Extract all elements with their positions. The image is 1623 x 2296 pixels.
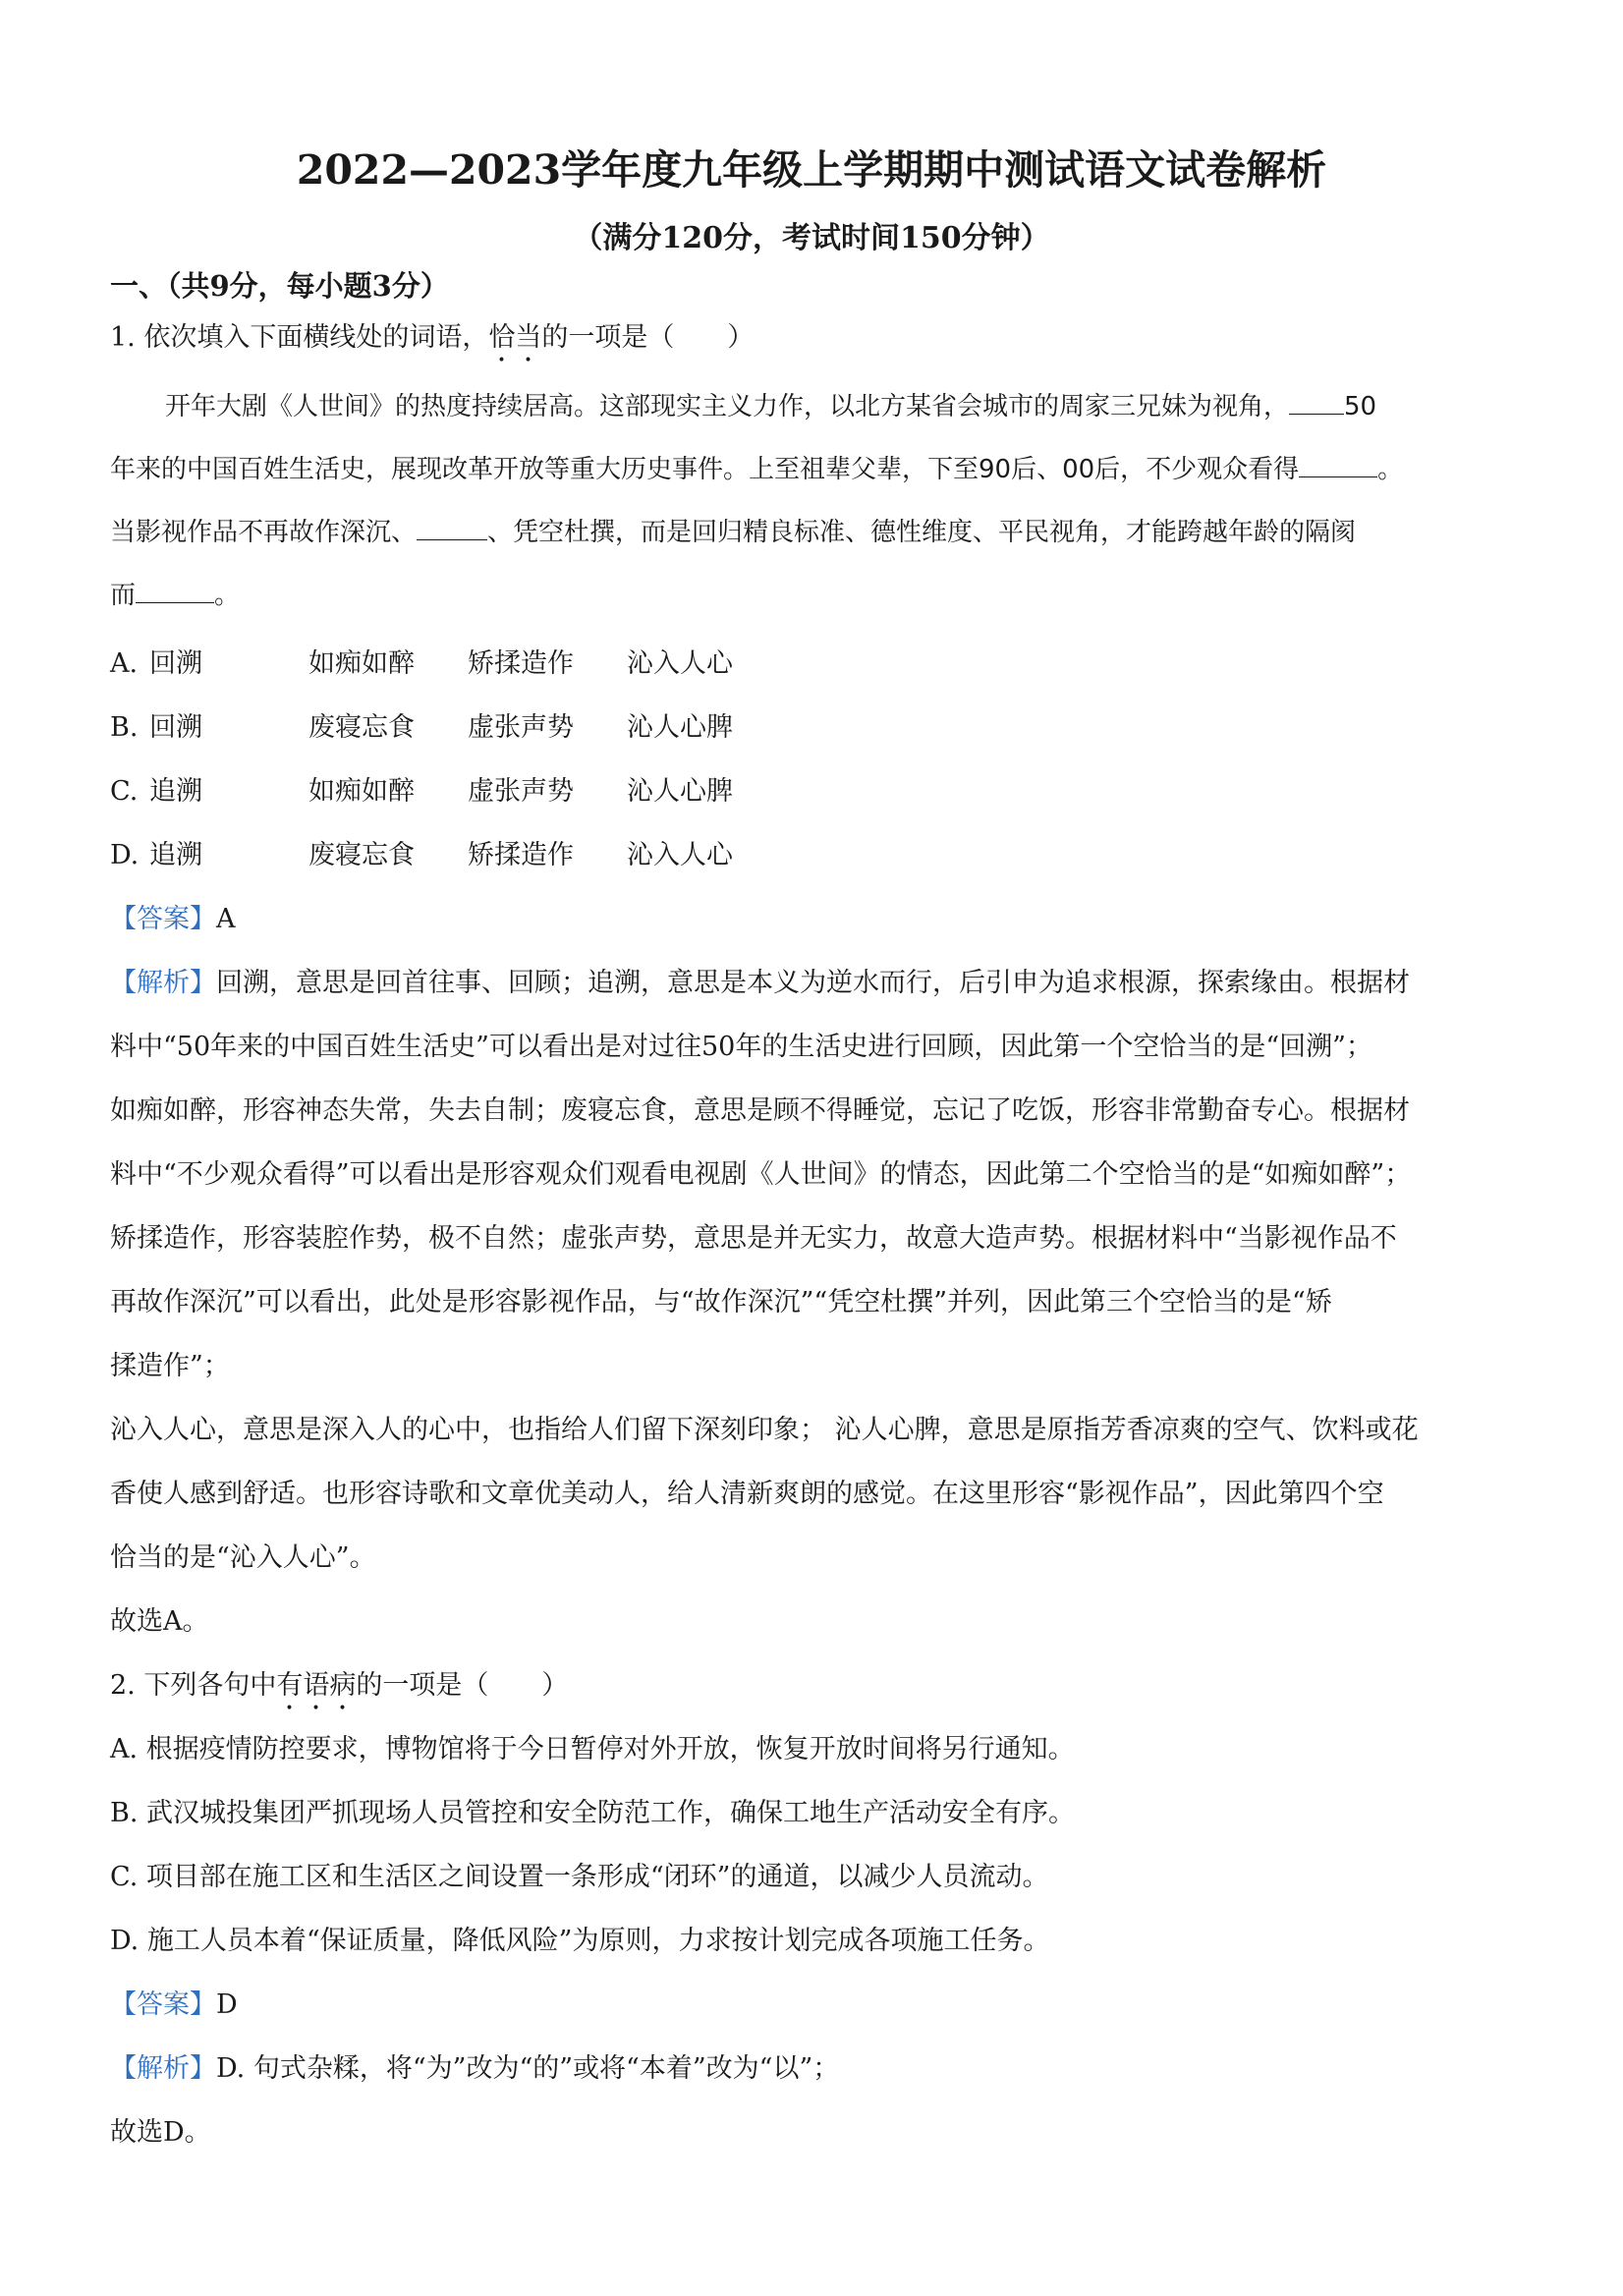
section-heading: 一、（共9分，每小题3分）	[110, 269, 449, 303]
fill-blank	[136, 573, 214, 603]
emphasis-dots: 恰当	[488, 322, 542, 353]
analysis-line: 料中“不少观众看得”可以看出是形容观众们观看电视剧《人世间》的情态，因此第二个空恰当的是“如痴如醉”；	[110, 1159, 1412, 1190]
answer-tag: 【答案】	[110, 904, 216, 934]
answer-line	[110, 900, 1525, 939]
analysis-line: 恰当的是“沁入人心”。	[110, 1542, 376, 1573]
analysis-line: 料中“50年来的中国百姓生活史”可以看出是对过往50年的生活史进行回顾，因此第一个空恰当的是“回溯”；	[110, 1032, 1372, 1062]
option-c: C. 项目部在施工区和生活区之间设置一条形成“闭环”的通道，以减少人员流动。	[110, 1862, 1049, 1892]
option-a: A. 根据疫情防控要求，博物馆将于今日暂停对外开放，恢复开放时间将另行通知。	[110, 1734, 1075, 1764]
option-c: C. 追溯 如痴如醉 虚张声势 沁人心脾	[110, 776, 733, 807]
option-d: D. 追溯 废寝忘食 矫揉造作 沁入人心	[110, 840, 733, 870]
passage-line: 开年大剧《人世间》的热度持续居高。这部现实主义力作，以北方某省会城市的周家三兄妹为视角， 50	[165, 384, 1525, 426]
analysis-line: 矫揉造作，形容装腔作势，极不自然；虚张声势，意思是并无实力，故意大造声势。根据材料中“当影视作品不	[110, 1223, 1397, 1254]
question-1-stem: 1. 依次填入下面横线处的词语，恰当的一项是（ ）	[110, 322, 755, 353]
option-d: D. 施工人员本着“保证质量，降低风险”为原则，力求按计划完成各项施工任务。	[110, 1926, 1050, 1956]
analysis-line: 揉造作”；	[110, 1351, 230, 1381]
conclusion-line: 故选D。	[110, 2117, 211, 2148]
option-b: B. 武汉城投集团严抓现场人员管控和安全防范工作，确保工地生产活动安全有序。	[110, 1798, 1076, 1828]
document-title: 2022—2023学年度九年级上学期期中测试语文试卷解析	[296, 146, 1327, 194]
fill-blank	[417, 510, 487, 540]
analysis-line: 再故作深沉”可以看出，此处是形容影视作品，与“故作深沉”“凭空杜撰”并列，因此第三个空恰当的是“矫	[110, 1287, 1332, 1317]
analysis-tag: 【解析】	[110, 2053, 216, 2084]
answer-value: D	[216, 1989, 238, 2020]
emphasis-dots: 有语病	[276, 1670, 357, 1701]
analysis-tag: 【解析】	[110, 968, 216, 998]
analysis-line: 【解析】D. 句式杂糅，将“为”改为“的”或将“本着”改为“以”；	[110, 2053, 840, 2084]
analysis-line: 如痴如醉，形容神态失常，失去自制；废寝忘食，意思是顾不得睡觉，忘记了吃饭，形容非常勤奋专心。根据材	[110, 1095, 1410, 1126]
answer-tag: 【答案】	[110, 1989, 216, 2020]
conclusion-line: 故选A。	[110, 1606, 209, 1637]
passage-line: 当影视作品不再故作深沉、 、凭空杜撰，而是回归精良标准、德性维度、平民视角，才能跨越年龄的隔阂	[110, 510, 1525, 552]
fill-blank	[1289, 384, 1344, 415]
question-2-stem: 2. 下列各句中有语病的一项是（ ）	[110, 1670, 569, 1701]
document-subtitle: （满分120分，考试时间150分钟）	[573, 221, 1050, 255]
passage-line: 而 。	[110, 573, 1525, 615]
option-b: B. 回溯 废寝忘食 虚张声势 沁人心脾	[110, 712, 733, 743]
answer-value: A	[216, 904, 236, 934]
analysis-line: 香使人感到舒适。也形容诗歌和文章优美动人，给人清新爽朗的感觉。在这里形容“影视作品”，因此第四个空	[110, 1479, 1384, 1509]
answer-line	[110, 1986, 1525, 2025]
passage-line: 年来的中国百姓生活史，展现改革开放等重大历史事件。上至祖辈父辈，下至90后、00后，不少观众看得 。	[110, 447, 1525, 489]
option-a: A. 回溯 如痴如醉 矫揉造作 沁入人心	[110, 648, 733, 679]
analysis-line: 【解析】回溯，意思是回首往事、回顾；追溯，意思是本义为逆水而行，后引申为追求根源，探索缘由。根据材	[110, 968, 1410, 998]
fill-blank	[1299, 447, 1377, 477]
analysis-line: 沁入人心，意思是深入人的心中，也指给人们留下深刻印象； 沁人心脾，意思是原指芳香凉爽的空气、饮料或花	[110, 1415, 1419, 1445]
